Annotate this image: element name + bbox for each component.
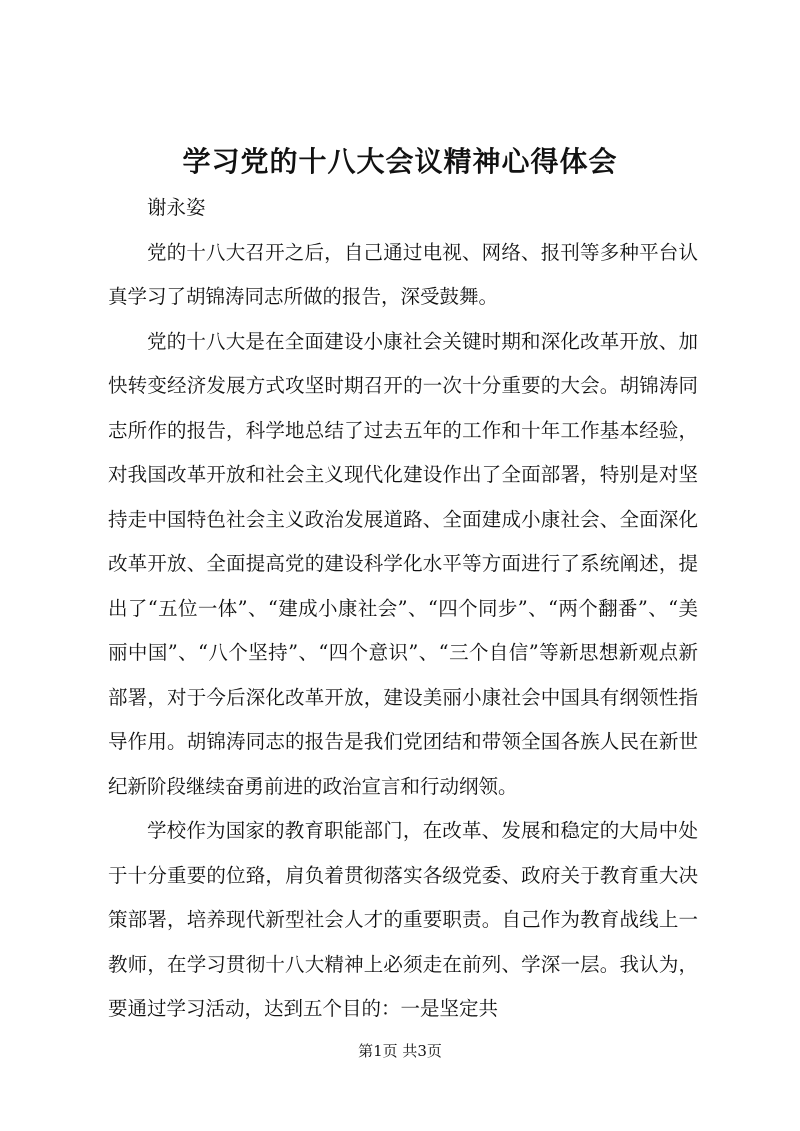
page-number-footer: 第1页 共3页 — [358, 1042, 442, 1060]
author-name: 谢永姿 — [147, 196, 206, 219]
paragraph-3: 学校作为国家的教育职能部门，在改革、发展和稳定的大局中处于十分重要的位臵，肩负着贯彻落实各级党委、政府关于教育重大决策部署，培养现代新型社会人才的重要职责。自己作为教育战线上一教师，在学习贯彻十八大精神上必须走在前列、学深一层。我认为，要通过学习活动，达到五个目的：一是坚定共 — [108, 819, 698, 1020]
document-body — [108, 186, 698, 1032]
paragraph-1: 党的十八大召开之后，自己通过电视、网络、报刊等多种平台认真学习了胡锦涛同志所做的报告，深受鼓舞。 — [108, 240, 698, 308]
document-title: 学习党的十八大会议精神心得体会 — [182, 145, 618, 178]
paragraph-2: 党的十八大是在全面建设小康社会关键时期和深化改革开放、加快转变经济发展方式攻坚时期召开的一次十分重要的大会。胡锦涛同志所作的报告，科学地总结了过去五年的工作和十年工作基本经验，对我国改革开放和社会主义现代化建设作出了全面部署，特别是对坚持走中国特色社会主义政治发展道路、全面建成小康社会、全面深化改革开放、全面提高党的建设科学化水平等方面进行了系统阐述，提出了“五位一体”、“建成小康社会”、“四个同步”、“两个翻番”、“美丽中国”、“八个坚持”、“四个意识”、“三个自信”等新思想新观点新部署，对于今后深化改革开放，建设美丽小康社会中国具有纲领性指导作用。胡锦涛同志的报告是我们党团结和带领全国各族人民在新世纪新阶段继续奋勇前进的政治宣言和行动纲领。 — [108, 329, 698, 798]
